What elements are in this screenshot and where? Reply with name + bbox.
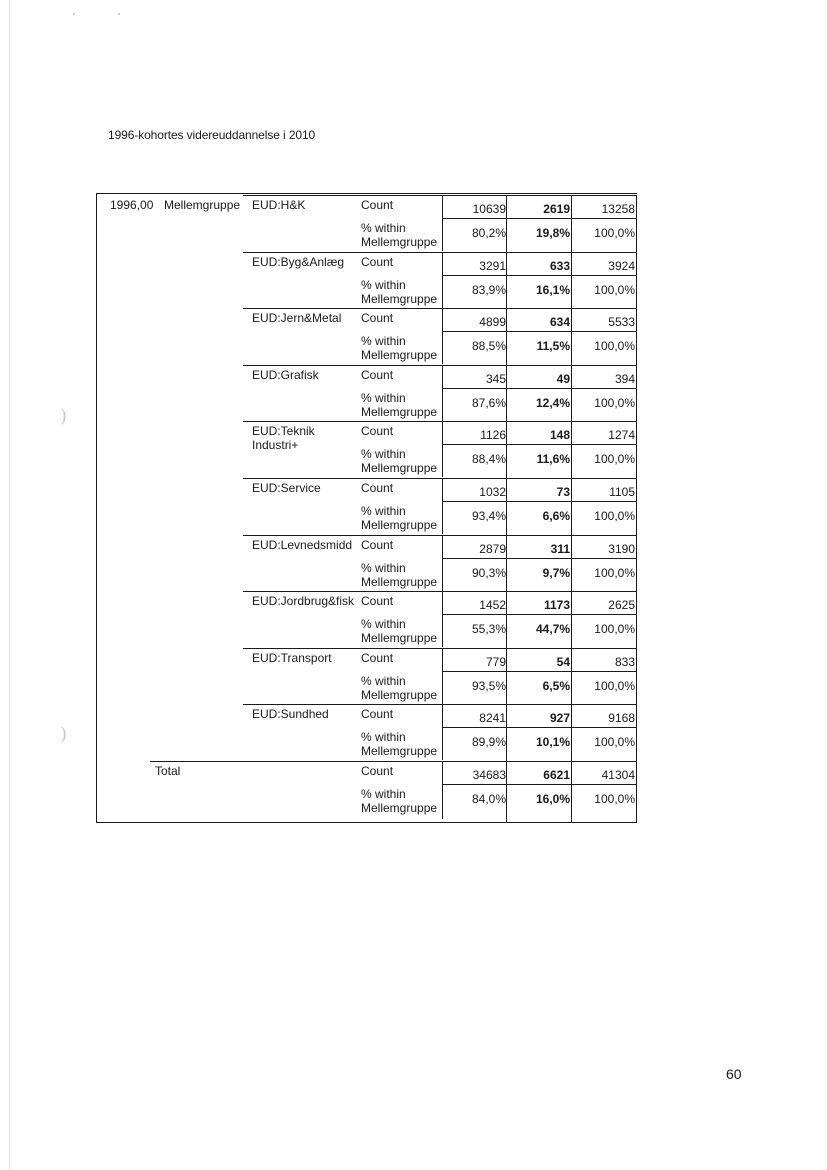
scan-mark: ) [60,724,68,745]
column-divider [442,591,443,647]
pct-label-line1: % within [361,561,406,575]
column-divider [442,761,443,819]
cell-divider [442,761,636,762]
row-divider [243,421,442,422]
row-group-label: EUD:Service [252,481,321,495]
pct-cell: 12,4% [535,396,570,410]
pct-label-line1: % within [361,787,406,801]
count-cell: 1173 [543,598,570,612]
cell-divider [442,252,636,253]
pct-label-line1: % within [361,504,406,518]
count-cell: 1105 [609,485,635,499]
count-cell: 10639 [472,202,506,216]
row-group-label: EUD:Sundhed [252,707,329,721]
pct-label-line1: % within [361,391,406,405]
count-cell: 779 [485,655,506,669]
pct-label-line1: % within [361,617,406,631]
column-divider [442,195,443,251]
count-label: Count [361,764,394,778]
column-divider [442,648,443,704]
pct-cell: 100,0% [594,566,635,580]
column-divider [442,365,443,421]
year-label: 1996,00 [110,198,154,212]
pct-label-line2: Mellemgruppe [361,518,438,532]
pct-cell: 100,0% [594,622,635,636]
row-group-label: EUD:Byg&Anlæg [252,255,345,269]
column-divider [442,252,443,308]
pct-label-line1: % within [361,278,406,292]
row-group-label: EUD:Teknik Industri+ [252,424,315,452]
column-divider [442,478,443,534]
pct-label-line2: Mellemgruppe [361,801,438,815]
pct-label-line2: Mellemgruppe [361,235,438,249]
count-label: Count [361,707,394,721]
count-label: Count [361,424,394,438]
count-cell: 2625 [608,598,635,612]
pct-cell: 10,1% [535,735,570,749]
pct-cell: 100,0% [594,339,635,353]
pct-cell: 100,0% [594,452,635,466]
count-cell: 345 [485,372,506,386]
count-cell: 5533 [608,315,635,329]
count-cell: 927 [549,711,570,725]
column-divider [442,308,443,364]
pct-cell: 100,0% [594,283,635,297]
pct-label-line1: % within [361,334,406,348]
pct-cell: 100,0% [594,509,635,523]
total-label: Total [155,764,181,778]
cell-divider [442,275,636,276]
count-cell: 833 [614,655,635,669]
pct-cell: 87,6% [471,396,506,410]
count-cell: 13258 [601,202,635,216]
pct-cell: 6,5% [542,679,570,693]
count-label: Count [361,198,394,212]
cell-divider [442,421,636,422]
pct-cell: 44,7% [535,622,570,636]
column-divider [442,535,443,591]
pct-cell: 11,6% [536,452,570,466]
pct-cell: 80,2% [471,226,506,240]
count-cell: 34683 [472,768,506,782]
pct-cell: 11,5% [536,339,570,353]
count-label: Count [361,255,394,269]
cell-divider [442,704,636,705]
group-header: Mellemgruppe [164,198,241,212]
pct-label-line1: % within [361,221,406,235]
pct-label-line2: Mellemgruppe [361,405,438,419]
pct-cell: 100,0% [594,679,635,693]
pct-cell: 19,8% [535,226,570,240]
count-label: Count [361,311,394,325]
count-cell: 49 [556,372,570,386]
cell-divider [442,671,636,672]
row-divider [243,535,442,536]
scan-speck [73,13,75,15]
column-divider [636,195,637,822]
count-cell: 9168 [608,711,635,725]
pct-label-line2: Mellemgruppe [361,575,438,589]
pct-label-line1: % within [361,447,406,461]
pct-cell: 100,0% [594,792,635,806]
pct-label-line2: Mellemgruppe [361,461,438,475]
count-cell: 1032 [479,485,506,499]
row-divider [150,761,442,762]
cell-divider [442,614,636,615]
count-label: Count [361,481,394,495]
count-cell: 4899 [479,315,506,329]
row-group-label: EUD:Jern&Metal [252,311,342,325]
column-divider [442,704,443,760]
scan-edge-line [9,0,10,1170]
count-cell: 1126 [480,428,506,442]
pct-label-line2: Mellemgruppe [361,292,438,306]
pct-label-line1: % within [361,730,406,744]
pct-label-line2: Mellemgruppe [361,348,438,362]
row-divider [243,308,442,309]
pct-cell: 88,5% [471,339,506,353]
count-cell: 394 [614,372,635,386]
row-group-label: EUD:H&K [252,198,306,212]
column-divider [506,195,507,822]
count-cell: 8241 [479,711,506,725]
cell-divider [442,535,636,536]
column-divider [442,421,443,477]
scan-speck [118,13,120,15]
cell-divider [442,558,636,559]
cell-divider [442,784,636,785]
document-title: 1996-kohortes videreuddannelse i 2010 [108,128,316,142]
cell-divider [442,648,636,649]
count-cell: 54 [556,655,570,669]
pct-label-line2: Mellemgruppe [361,688,438,702]
cell-divider [442,331,636,332]
cell-divider [442,365,636,366]
cell-divider [442,727,636,728]
row-divider [243,591,442,592]
pct-cell: 84,0% [471,792,506,806]
count-label: Count [361,594,394,608]
pct-cell: 16,1% [535,283,570,297]
row-divider [243,648,442,649]
count-cell: 2879 [479,542,506,556]
count-cell: 633 [549,259,570,273]
pct-label-line2: Mellemgruppe [361,744,438,758]
pct-cell: 88,4% [471,452,506,466]
cell-divider [442,195,636,196]
count-cell: 1274 [608,428,635,442]
count-cell: 6621 [543,768,570,782]
cell-divider [442,218,636,219]
count-label: Count [361,538,394,552]
pct-cell: 100,0% [594,735,635,749]
pct-label-line1: % within [361,674,406,688]
row-group-label: EUD:Grafisk [252,368,319,382]
row-divider [243,478,442,479]
cell-divider [442,308,636,309]
row-group-label: EUD:Jordbrug&fisk [252,594,355,608]
cell-divider [442,591,636,592]
count-cell: 73 [556,485,570,499]
count-cell: 1452 [479,598,506,612]
page-number: 60 [726,1066,742,1082]
pct-label-line2: Mellemgruppe [361,631,438,645]
row-group-label: EUD:Levnedsmidd [252,538,353,552]
count-label: Count [361,368,394,382]
count-cell: 148 [549,428,570,442]
pct-cell: 100,0% [594,226,635,240]
row-divider [243,365,442,366]
count-cell: 634 [549,315,570,329]
pct-cell: 100,0% [594,396,635,410]
row-divider [243,195,442,196]
row-divider [243,704,442,705]
row-divider [243,252,442,253]
pct-cell: 55,3% [471,622,506,636]
count-cell: 41304 [601,768,635,782]
pct-cell: 89,9% [471,735,506,749]
count-cell: 311 [550,542,570,556]
cell-divider [442,478,636,479]
count-cell: 2619 [543,202,570,216]
count-label: Count [361,651,394,665]
pct-cell: 93,5% [471,679,506,693]
count-cell: 3190 [608,542,635,556]
pct-cell: 16,0% [535,792,570,806]
pct-cell: 90,3% [471,566,506,580]
pct-cell: 83,9% [471,283,506,297]
cell-divider [442,388,636,389]
cell-divider [442,501,636,502]
column-divider [571,195,572,822]
pct-cell: 6,6% [542,509,570,523]
pct-cell: 93,4% [471,509,506,523]
cell-divider [442,444,636,445]
count-cell: 3924 [608,259,635,273]
count-cell: 3291 [479,259,506,273]
scan-mark: ) [60,406,68,427]
pct-cell: 9,7% [542,566,570,580]
row-group-label: EUD:Transport [252,651,332,665]
